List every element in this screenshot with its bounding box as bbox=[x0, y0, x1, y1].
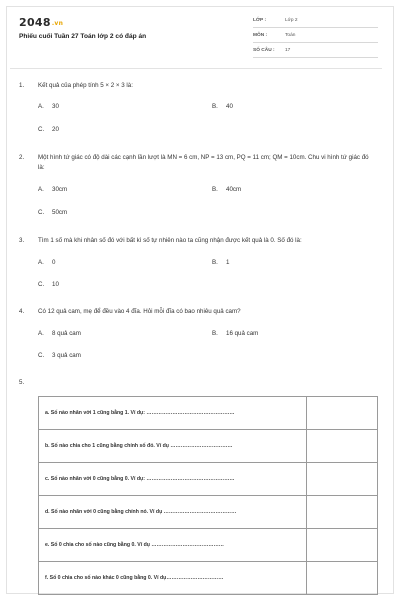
info-row-subject bbox=[253, 31, 378, 43]
worksheet-title: Phiếu cuối Tuần 27 Toán lớp 2 có đáp án bbox=[19, 33, 147, 40]
answer-cell[interactable] bbox=[307, 529, 378, 562]
info-value: Lớp 2 bbox=[285, 18, 298, 23]
option-c[interactable]: C. 10 bbox=[38, 281, 59, 288]
statement-cell: e. Số 0 chia cho số nào cũng bằng 0. Ví dụ …………………………………… bbox=[39, 529, 307, 562]
answer-cell[interactable] bbox=[307, 463, 378, 496]
option-c[interactable]: C. 50cm bbox=[38, 209, 68, 216]
question-number: 1. bbox=[19, 82, 25, 89]
statement-cell: d. Số nào nhân với 0 cũng bằng chính nó. Ví dụ …………………………………… bbox=[39, 496, 307, 529]
option-c[interactable]: C. 3 quả cam bbox=[38, 352, 81, 359]
table-row bbox=[39, 562, 378, 595]
option-b[interactable]: B. 40 bbox=[212, 103, 233, 110]
answer-cell[interactable] bbox=[307, 496, 378, 529]
table-row bbox=[39, 430, 378, 463]
statement-cell: f. Số 0 chia cho số nào khác 0 cũng bằng 0. Ví dụ…………………………… bbox=[39, 562, 307, 595]
statement-cell: a. Số nào nhân với 1 cũng bằng 1. Ví dụ: …………………………………………… bbox=[39, 397, 307, 430]
true-false-table bbox=[38, 396, 378, 595]
option-b[interactable]: B. 40cm bbox=[212, 186, 242, 193]
table-row bbox=[39, 529, 378, 562]
question-text: Tìm 1 số mà khi nhân số đó với bất kì số tự nhiên nào ta cũng nhận được kết quả là 0. Số đó là: bbox=[38, 237, 302, 244]
question-number: 3. bbox=[19, 237, 25, 244]
table-row bbox=[39, 496, 378, 529]
info-value: 17 bbox=[285, 48, 291, 53]
question-text: Kết quả của phép tính 5 × 2 × 3 là: bbox=[38, 82, 133, 89]
option-a[interactable]: A. 8 quả cam bbox=[38, 330, 81, 337]
statement-cell: c. Số nào nhân với 0 cũng bằng 0. Ví dụ: …………………………………………… bbox=[39, 463, 307, 496]
info-label: MÔN : bbox=[253, 33, 268, 38]
table-row bbox=[39, 397, 378, 430]
info-row-count bbox=[253, 46, 378, 58]
option-a[interactable]: A. 30 bbox=[38, 103, 59, 110]
answer-cell[interactable] bbox=[307, 430, 378, 463]
statement-cell: b. Số nào chia cho 1 cũng bằng chính số đó. Ví dụ ……………………………… bbox=[39, 430, 307, 463]
table-row bbox=[39, 463, 378, 496]
info-label: LỚP : bbox=[253, 18, 267, 23]
option-a[interactable]: A. 30cm bbox=[38, 186, 68, 193]
info-label: SỐ CÂU : bbox=[253, 48, 275, 53]
info-row-class bbox=[253, 16, 378, 28]
answer-cell[interactable] bbox=[307, 397, 378, 430]
question-number: 2. bbox=[19, 154, 25, 161]
option-b[interactable]: B. 16 quả cam bbox=[212, 330, 259, 337]
question-text: Có 12 quả cam, mẹ để đều vào 4 đĩa. Hỏi mỗi đĩa có bao nhiêu quả cam? bbox=[38, 308, 241, 315]
answer-cell[interactable] bbox=[307, 562, 378, 595]
question-number: 5. bbox=[19, 379, 25, 386]
site-logo[interactable]: 2048.vn bbox=[19, 16, 64, 29]
info-value: Toán bbox=[285, 33, 296, 38]
option-b[interactable]: B. 1 bbox=[212, 259, 230, 266]
question-number: 4. bbox=[19, 308, 25, 315]
header-divider bbox=[10, 68, 382, 69]
option-c[interactable]: C. 20 bbox=[38, 126, 59, 133]
option-a[interactable]: A. 0 bbox=[38, 259, 56, 266]
question-text: Một hình tứ giác có độ dài các cạnh lần lượt là MN = 6 cm, NP = 13 cm, PQ = 11 cm; QM = 10cm. Chu vi hình tứ giác đó là: bbox=[38, 154, 369, 171]
